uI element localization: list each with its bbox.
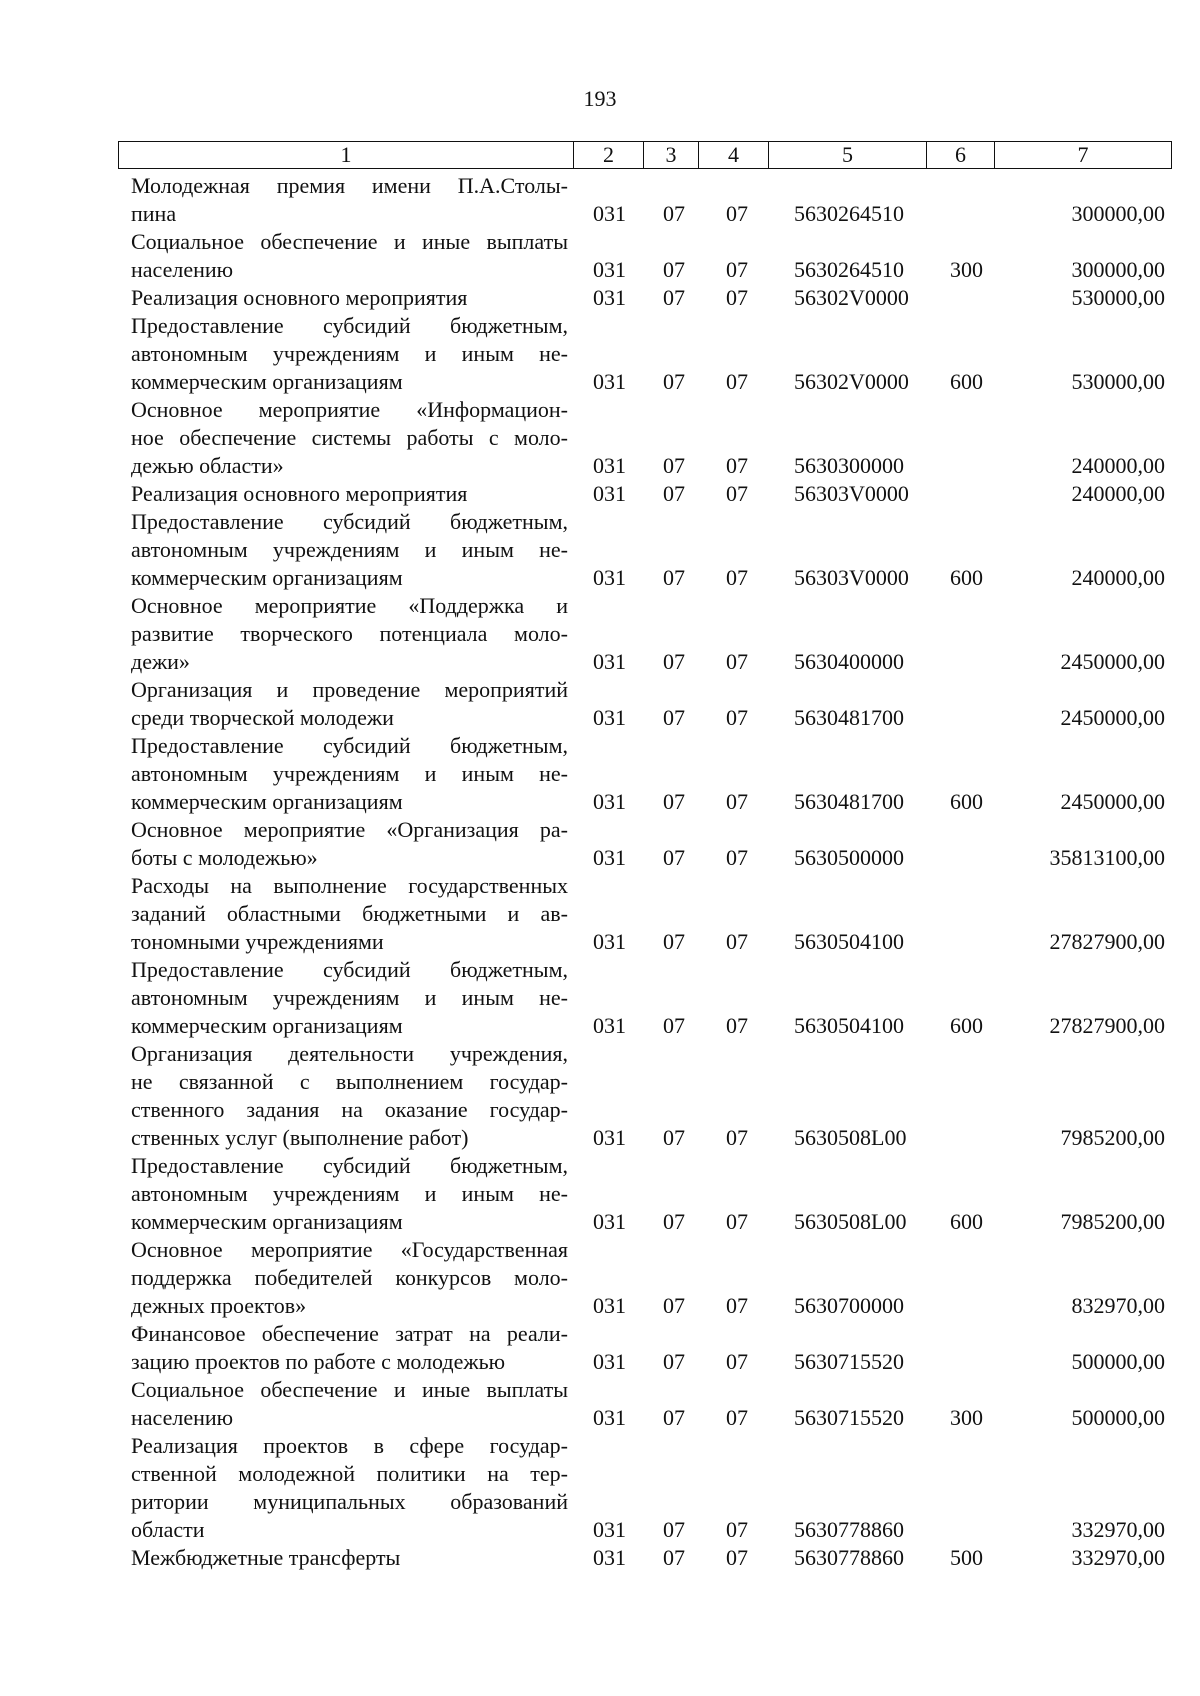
table-row	[0, 508, 1200, 592]
cell-col-3: 07	[663, 285, 685, 310]
description-line: ственных услуг (выполнение работ)	[131, 1125, 469, 1150]
cell-col-7: 530000,00	[1071, 285, 1165, 310]
cell-col-5: 5630715520	[794, 1349, 904, 1374]
cell-col-4: 07	[726, 453, 748, 478]
budget-table-body	[0, 172, 1200, 1572]
cell-col-4: 07	[726, 1293, 748, 1318]
description-line: автономным учреждениям и иным не-	[131, 341, 568, 366]
cell-col-3: 07	[663, 1013, 685, 1038]
cell-col-5: 5630715520	[794, 1405, 904, 1430]
description-line: ственной молодежной политики на тер-	[131, 1461, 568, 1486]
description-line: не связанной с выполнением государ-	[131, 1069, 568, 1094]
cell-col-5: 5630264510	[794, 257, 904, 282]
cell-col-2: 031	[593, 201, 626, 226]
cell-col-2: 031	[593, 845, 626, 870]
header-cell-6: 6	[927, 142, 995, 168]
cell-col-4: 07	[726, 481, 748, 506]
cell-col-3: 07	[663, 257, 685, 282]
description-line: населению	[131, 1405, 234, 1430]
table-row	[0, 1320, 1200, 1376]
cell-col-6: 600	[950, 789, 983, 814]
cell-col-2: 031	[593, 285, 626, 310]
cell-col-7: 500000,00	[1071, 1405, 1165, 1430]
description-line: дежных проектов»	[131, 1293, 307, 1318]
description-line: Социальное обеспечение и иные выплаты	[131, 1377, 568, 1402]
cell-col-6: 300	[950, 1405, 983, 1430]
cell-col-4: 07	[726, 257, 748, 282]
table-row	[0, 956, 1200, 1040]
description-line: Предоставление субсидий бюджетным,	[131, 509, 568, 534]
cell-col-7: 500000,00	[1071, 1349, 1165, 1374]
cell-col-4: 07	[726, 1405, 748, 1430]
description-line: развитие творческого потенциала моло-	[131, 621, 568, 646]
table-row	[0, 1544, 1200, 1572]
description-line: коммерческим организациям	[131, 789, 403, 814]
cell-col-3: 07	[663, 1293, 685, 1318]
cell-col-7: 832970,00	[1071, 1293, 1165, 1318]
description-line: зацию проектов по работе с молодежью	[131, 1349, 506, 1374]
cell-col-3: 07	[663, 929, 685, 954]
description-line: Реализация основного мероприятия	[131, 481, 468, 506]
cell-col-5: 56302V0000	[794, 369, 909, 394]
cell-col-2: 031	[593, 369, 626, 394]
description-line: коммерческим организациям	[131, 369, 403, 394]
description-line: Основное мероприятие «Государственная	[131, 1237, 568, 1262]
description-line: коммерческим организациям	[131, 565, 403, 590]
description-line: Финансовое обеспечение затрат на реали-	[131, 1321, 568, 1346]
cell-col-2: 031	[593, 1349, 626, 1374]
cell-col-5: 5630481700	[794, 789, 904, 814]
cell-col-7: 240000,00	[1071, 481, 1165, 506]
cell-col-6: 300	[950, 257, 983, 282]
description-line: автономным учреждениям и иным не-	[131, 537, 568, 562]
description-line: автономным учреждениям и иным не-	[131, 985, 568, 1010]
header-cell-5: 5	[769, 142, 927, 168]
cell-col-2: 031	[593, 1517, 626, 1542]
cell-col-4: 07	[726, 369, 748, 394]
cell-col-2: 031	[593, 789, 626, 814]
table-row	[0, 592, 1200, 676]
table-row	[0, 312, 1200, 396]
cell-col-7: 27827900,00	[1049, 929, 1165, 954]
cell-col-4: 07	[726, 789, 748, 814]
description-line: Основное мероприятие «Организация ра-	[131, 817, 568, 842]
cell-col-2: 031	[593, 1293, 626, 1318]
cell-col-5: 5630508L00	[794, 1209, 907, 1234]
table-row	[0, 676, 1200, 732]
header-cell-7: 7	[1077, 142, 1089, 167]
table-row	[0, 1152, 1200, 1236]
cell-col-3: 07	[663, 1349, 685, 1374]
table-row	[0, 1236, 1200, 1320]
cell-col-3: 07	[663, 481, 685, 506]
cell-col-7: 240000,00	[1071, 453, 1165, 478]
cell-col-5: 5630481700	[794, 705, 904, 730]
cell-col-3: 07	[663, 845, 685, 870]
table-row	[0, 1040, 1200, 1152]
table-row	[0, 228, 1200, 284]
cell-col-7: 240000,00	[1071, 565, 1165, 590]
cell-col-2: 031	[593, 1405, 626, 1430]
description-line: Организация и проведение мероприятий	[131, 677, 568, 702]
description-line: области	[131, 1517, 205, 1542]
cell-col-4: 07	[726, 1349, 748, 1374]
cell-col-7: 332970,00	[1071, 1517, 1165, 1542]
cell-col-5: 5630778860	[794, 1517, 904, 1542]
cell-col-6: 600	[950, 369, 983, 394]
table-row	[0, 872, 1200, 956]
cell-col-3: 07	[663, 1405, 685, 1430]
cell-col-7: 332970,00	[1071, 1545, 1165, 1570]
table-row	[0, 480, 1200, 508]
header-cell-4: 4	[699, 142, 769, 168]
description-line: среди творческой молодежи	[131, 705, 394, 730]
page-number: 193	[583, 86, 617, 111]
description-line: дежи»	[131, 649, 190, 674]
cell-col-7: 2450000,00	[1060, 705, 1165, 730]
description-line: Реализация основного мероприятия	[131, 285, 468, 310]
cell-col-3: 07	[663, 1209, 685, 1234]
cell-col-3: 07	[663, 789, 685, 814]
cell-col-4: 07	[726, 1209, 748, 1234]
description-line: автономным учреждениям и иным не-	[131, 1181, 568, 1206]
cell-col-3: 07	[663, 201, 685, 226]
cell-col-5: 5630500000	[794, 845, 904, 870]
cell-col-2: 031	[593, 649, 626, 674]
cell-col-7: 2450000,00	[1060, 649, 1165, 674]
cell-col-7: 2450000,00	[1060, 789, 1165, 814]
table-header	[118, 141, 1172, 169]
cell-col-5: 5630700000	[794, 1293, 904, 1318]
description-line: тономными учреждениями	[131, 929, 384, 954]
description-line: населению	[131, 257, 234, 282]
description-line: коммерческим организациям	[131, 1209, 403, 1234]
description-line: Расходы на выполнение государственных	[131, 873, 568, 898]
cell-col-4: 07	[726, 1013, 748, 1038]
cell-col-7: 7985200,00	[1060, 1209, 1165, 1234]
description-line: боты с молодежью»	[131, 845, 318, 870]
table-row	[0, 1432, 1200, 1544]
cell-col-2: 031	[593, 1545, 626, 1570]
description-line: заданий областными бюджетными и ав-	[131, 901, 568, 926]
cell-col-6: 600	[950, 1013, 983, 1038]
cell-col-5: 5630504100	[794, 1013, 904, 1038]
description-line: Молодежная премия имени П.А.Столы-	[131, 173, 568, 198]
cell-col-2: 031	[593, 1013, 626, 1038]
cell-col-2: 031	[593, 1125, 626, 1150]
table-row	[0, 816, 1200, 872]
cell-col-6: 500	[950, 1545, 983, 1570]
table-row	[0, 396, 1200, 480]
cell-col-2: 031	[593, 565, 626, 590]
description-line: Межбюджетные трансферты	[131, 1545, 401, 1570]
cell-col-3: 07	[663, 1125, 685, 1150]
table-row	[0, 732, 1200, 816]
cell-col-4: 07	[726, 929, 748, 954]
description-line: автономным учреждениям и иным не-	[131, 761, 568, 786]
cell-col-2: 031	[593, 257, 626, 282]
cell-col-5: 5630504100	[794, 929, 904, 954]
cell-col-4: 07	[726, 649, 748, 674]
description-line: Реализация проектов в сфере государ-	[131, 1433, 568, 1458]
cell-col-5: 56303V0000	[794, 565, 909, 590]
cell-col-5: 5630264510	[794, 201, 904, 226]
table-row	[0, 284, 1200, 312]
description-line: Основное мероприятие «Информацион-	[131, 397, 568, 422]
cell-col-3: 07	[663, 565, 685, 590]
cell-col-4: 07	[726, 201, 748, 226]
description-line: дежью области»	[131, 453, 284, 478]
cell-col-4: 07	[726, 285, 748, 310]
cell-col-2: 031	[593, 705, 626, 730]
cell-col-5: 56302V0000	[794, 285, 909, 310]
cell-col-4: 07	[726, 705, 748, 730]
cell-col-7: 7985200,00	[1060, 1125, 1165, 1150]
cell-col-5: 5630400000	[794, 649, 904, 674]
cell-col-3: 07	[663, 1517, 685, 1542]
description-line: ритории муниципальных образований	[131, 1489, 568, 1514]
cell-col-7: 530000,00	[1071, 369, 1165, 394]
cell-col-5: 5630778860	[794, 1545, 904, 1570]
cell-col-3: 07	[663, 1545, 685, 1570]
cell-col-4: 07	[726, 845, 748, 870]
cell-col-3: 07	[663, 453, 685, 478]
cell-col-7: 27827900,00	[1049, 1013, 1165, 1038]
cell-col-3: 07	[663, 705, 685, 730]
table-row	[0, 1376, 1200, 1432]
cell-col-2: 031	[593, 453, 626, 478]
description-line: Предоставление субсидий бюджетным,	[131, 313, 568, 338]
cell-col-6: 600	[950, 1209, 983, 1234]
cell-col-6: 600	[950, 565, 983, 590]
description-line: коммерческим организациям	[131, 1013, 403, 1038]
cell-col-7: 300000,00	[1071, 257, 1165, 282]
table-row	[0, 172, 1200, 228]
cell-col-3: 07	[663, 649, 685, 674]
cell-col-2: 031	[593, 929, 626, 954]
cell-col-7: 300000,00	[1071, 201, 1165, 226]
header-cell-1: 1	[119, 142, 574, 168]
description-line: Социальное обеспечение и иные выплаты	[131, 229, 568, 254]
cell-col-4: 07	[726, 1517, 748, 1542]
description-line: Предоставление субсидий бюджетным,	[131, 733, 568, 758]
cell-col-5: 5630300000	[794, 453, 904, 478]
cell-col-2: 031	[593, 1209, 626, 1234]
cell-col-4: 07	[726, 1125, 748, 1150]
cell-col-3: 07	[663, 369, 685, 394]
header-cell-2: 2	[574, 142, 644, 168]
description-line: ственного задания на оказание государ-	[131, 1097, 568, 1122]
description-line: поддержка победителей конкурсов моло-	[131, 1265, 568, 1290]
cell-col-5: 56303V0000	[794, 481, 909, 506]
description-line: Предоставление субсидий бюджетным,	[131, 957, 568, 982]
description-line: ное обеспечение системы работы с моло-	[131, 425, 568, 450]
cell-col-7: 35813100,00	[1049, 845, 1165, 870]
description-line: пина	[131, 201, 177, 226]
description-line: Основное мероприятие «Поддержка и	[131, 593, 568, 618]
description-line: Организация деятельности учреждения,	[131, 1041, 568, 1066]
cell-col-4: 07	[726, 565, 748, 590]
cell-col-5: 5630508L00	[794, 1125, 907, 1150]
header-cell-3: 3	[644, 142, 699, 168]
cell-col-4: 07	[726, 1545, 748, 1570]
cell-col-2: 031	[593, 481, 626, 506]
description-line: Предоставление субсидий бюджетным,	[131, 1153, 568, 1178]
